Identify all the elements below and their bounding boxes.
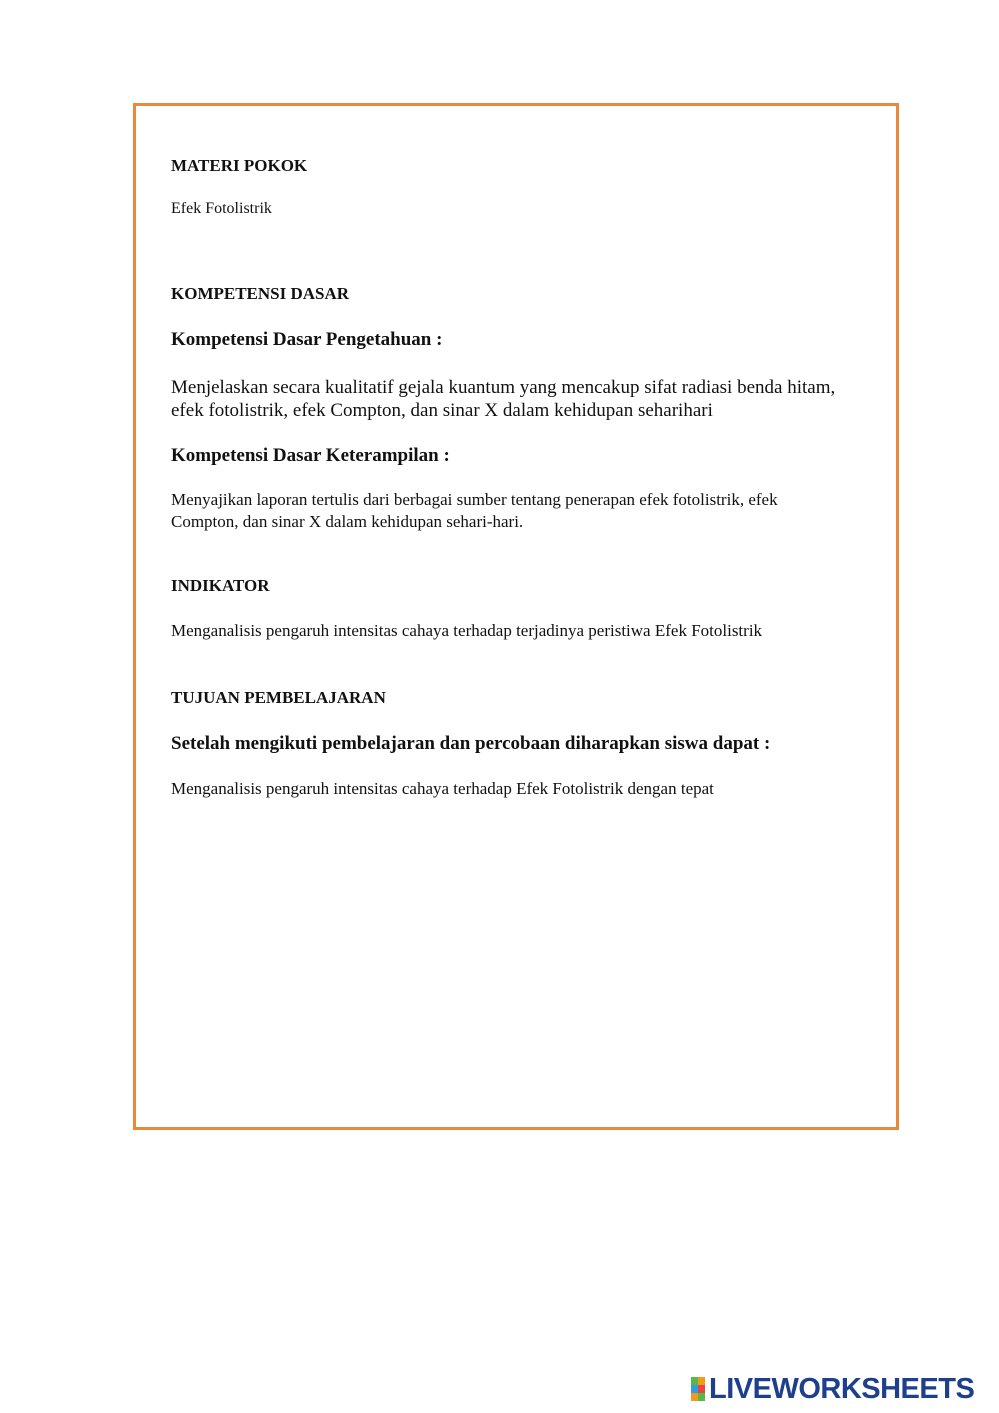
tujuan-pembelajaran-heading: TUJUAN PEMBELAJARAN [171,688,386,707]
tujuan-text: Menganalisis pengaruh intensitas cahaya terhadap Efek Fotolistrik dengan tepat [171,779,714,798]
liveworksheets-logo [691,1374,974,1404]
materi-pokok-text: Efek Fotolistrik [171,200,272,217]
kompetensi-pengetahuan-heading: Kompetensi Dasar Pengetahuan : [171,329,443,350]
kompetensi-dasar-heading: KOMPETENSI DASAR [171,284,350,303]
tujuan-subheading: Setelah mengikuti pembelajaran dan percobaan diharapkan siswa dapat : [171,733,771,754]
kompetensi-pengetahuan-line-2: efek fotolistrik, efek Compton, dan sinar X dalam kehidupan seharihari [171,400,713,421]
liveworksheets-logo-text: LIVEWORKSHEETS [709,1372,975,1405]
indikator-heading: INDIKATOR [171,576,270,595]
liveworksheets-logo-icon [691,1377,705,1401]
indikator-text: Menganalisis pengaruh intensitas cahaya terhadap terjadinya peristiwa Efek Fotolistrik [171,621,763,640]
content-frame [133,103,899,1130]
kompetensi-pengetahuan-line-1: Menjelaskan secara kualitatif gejala kuantum yang mencakup sifat radiasi benda hitam, [171,377,836,398]
kompetensi-keterampilan-line-2: Compton, dan sinar X dalam kehidupan sehari-hari. [171,512,524,531]
materi-pokok-heading: MATERI POKOK [171,156,308,175]
kompetensi-keterampilan-heading: Kompetensi Dasar Keterampilan : [171,445,450,466]
kompetensi-keterampilan-line-1: Menyajikan laporan tertulis dari berbagai sumber tentang penerapan efek fotolistrik, efek [171,490,778,509]
